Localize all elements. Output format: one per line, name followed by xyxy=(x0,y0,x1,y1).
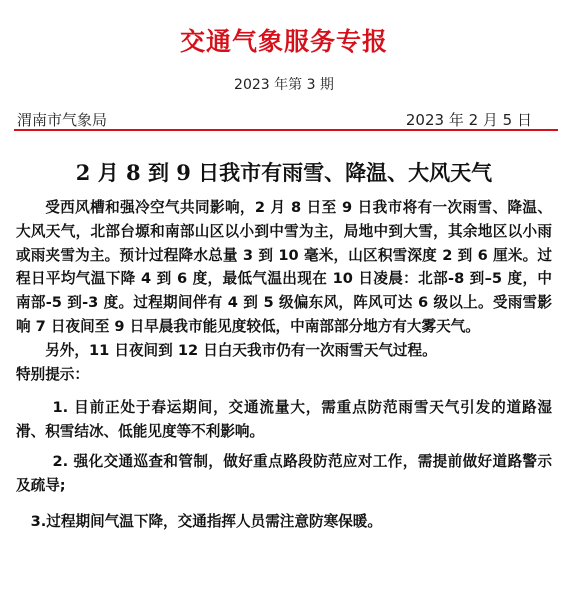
issue-number: 2023 年第 3 期 xyxy=(234,77,334,93)
report-body xyxy=(16,196,552,533)
headline: 2 月 8 到 9 日我市有雨雪、降温、大风天气 xyxy=(75,160,493,185)
forecast-paragraph: 受西风槽和强冷空气共同影响，2 月 8 日至 9 日我市将有一次雨雪、降温、大风天气，北部台塬和南部山区以小到中雪为主，局地中到大雪，其余地区以小雨或雨夹雪为主。预计过程降水总量 3 到 10 毫米，山区积雪深度 2 到 6 厘米。过程日平均气温下降 4 到 6 度，最低气温出现在 10 日凌晨：北部-8 到–5 度，中南部-5 到-3 度。过程期间伴有 4 到 5 级偏东风，阵风可达 6 级以上。受雨雪影响 7 日夜间至 9 日早晨我市能见度较低，中南部部分地方有大雾天气。 xyxy=(16,199,552,335)
tip-item-2: 2. 强化交通巡查和管制，做好重点路段防范应对工作，需提前做好道路警示及疏导; xyxy=(16,452,552,494)
tip-item-3: 3.过程期间气温下降，交通指挥人员需注意防寒保暖。 xyxy=(30,512,382,530)
additional-paragraph: 另外，11 日夜间到 12 日白天我市仍有一次雨雪天气过程。 xyxy=(45,341,437,359)
agency-name: 渭南市气象局 xyxy=(17,111,108,129)
report-title: 交通气象服务专报 xyxy=(179,27,388,56)
tips-heading: 特别提示： xyxy=(16,365,89,383)
tip-item-1: 1. 目前正处于春运期间，交通流量大，需重点防范雨雪天气引发的道路湿滑、积雪结冰、低能见度等不利影响。 xyxy=(16,399,552,441)
red-divider-line xyxy=(14,129,558,131)
report-date: 2023 年 2 月 5 日 xyxy=(405,111,532,129)
